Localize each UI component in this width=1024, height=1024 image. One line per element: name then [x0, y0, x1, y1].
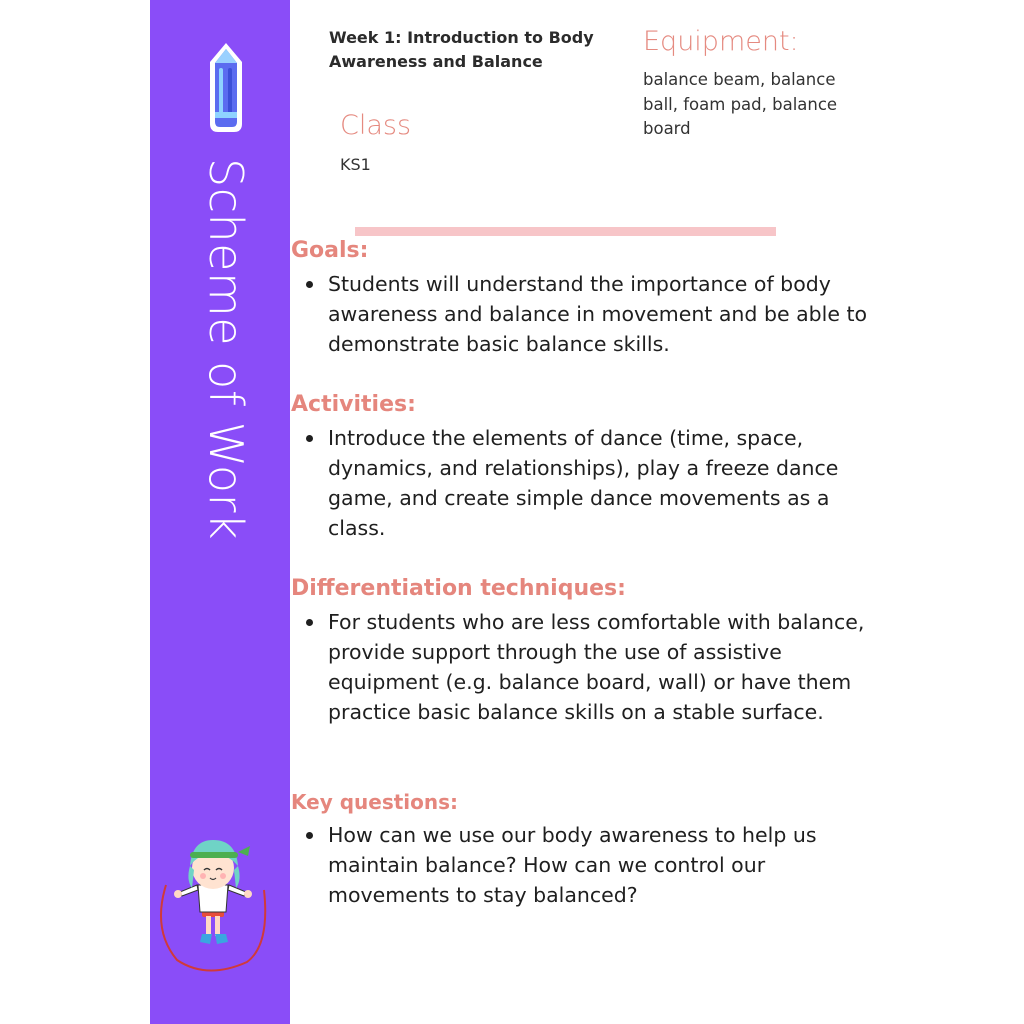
section-title: Key questions: — [291, 790, 459, 814]
list-item-text: Introduce the elements of dance (time, space, dynamics, and relationships), play a freeze dance game, and create simple dance movements as a class. — [328, 426, 839, 540]
class-value: KS1 — [340, 155, 371, 174]
list-item-text: Students will understand the importance of body awareness and balance in movement and be able to demonstrate basic balance skills. — [328, 272, 868, 356]
list-item-text: How can we use our body awareness to help us maintain balance? How can we control our movements to stay balanced? — [328, 823, 817, 907]
list-item — [291, 607, 888, 727]
list-item-text: For students who are less comfortable with balance, provide support through the use of assistive equipment (e.g. balance board, wall) or have them practice basic balance skills on a stable surface. — [328, 610, 865, 724]
goals-section — [291, 238, 891, 359]
class-label: Class — [340, 110, 412, 141]
list-item — [291, 423, 888, 543]
divider — [355, 227, 776, 236]
equipment-label: Equipment: — [643, 26, 799, 57]
bullet-icon — [306, 832, 313, 839]
section-title: Differentiation techniques: — [291, 576, 626, 601]
activities-section — [291, 392, 891, 543]
page-title: Scheme of Work — [199, 158, 253, 541]
jump-rope-kid-illustration — [152, 830, 272, 980]
key-questions-section — [291, 789, 891, 910]
bullet-icon — [306, 619, 313, 626]
bullet-icon — [306, 435, 313, 442]
differentiation-section — [291, 576, 891, 727]
equipment-value: balance beam, balance ball, foam pad, balance board — [643, 70, 838, 138]
week-title: Week 1: Introduction to Body Awareness and Balance — [329, 28, 594, 71]
section-title: Goals: — [291, 238, 369, 263]
bullet-icon — [306, 281, 313, 288]
section-title: Activities: — [291, 392, 416, 417]
sidebar — [150, 0, 290, 1024]
pencil-icon — [206, 40, 246, 136]
list-item — [291, 269, 888, 359]
list-item — [291, 820, 888, 910]
